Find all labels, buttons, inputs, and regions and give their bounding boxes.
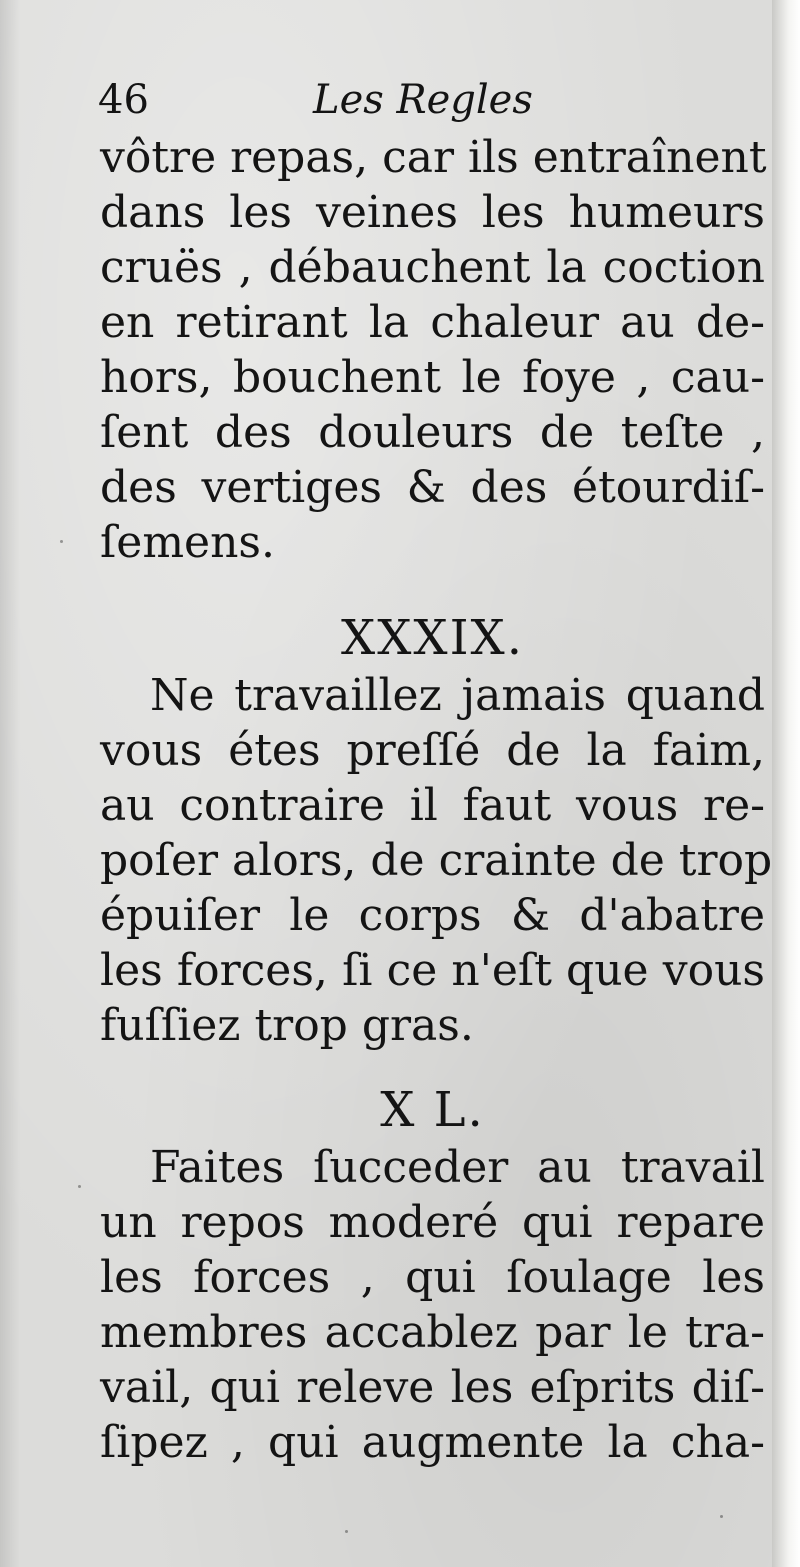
text-line: Faites ſucceder au travail bbox=[150, 1142, 765, 1193]
text-line: les forces , qui ſoulage les bbox=[100, 1252, 765, 1303]
text-line: un repos moderé qui repare bbox=[100, 1197, 765, 1248]
page-edge bbox=[772, 0, 800, 1567]
text-line: les forces, ſi ce n'eſt que vous bbox=[100, 945, 765, 996]
text-line: épuiſer le corps & d'abatre bbox=[100, 890, 765, 941]
page-number: 46 bbox=[98, 77, 149, 123]
text-line: dans les veines les humeurs bbox=[100, 187, 765, 238]
section-heading-xxxix: XXXIX. bbox=[341, 610, 524, 666]
text-line: ſemens. bbox=[100, 517, 275, 568]
speck bbox=[78, 1185, 81, 1188]
section-heading-xl: X L. bbox=[380, 1082, 485, 1138]
text-line: en retirant la chaleur au de- bbox=[100, 297, 765, 348]
running-title: Les Regles bbox=[313, 77, 533, 123]
paragraph-xxxix bbox=[100, 668, 773, 1053]
text-line: vous étes preſſé de la faim, bbox=[100, 725, 765, 776]
speck bbox=[720, 1515, 723, 1518]
text-line: vail, qui releve les eſprits diſ- bbox=[100, 1362, 765, 1413]
text-line: vôtre repas, car ils entraînent bbox=[100, 132, 767, 183]
text-line: Ne travaillez jamais quand bbox=[150, 670, 765, 721]
speck bbox=[345, 1530, 348, 1533]
paragraph-continuation bbox=[100, 130, 765, 570]
page-header bbox=[98, 70, 658, 130]
gutter-shadow bbox=[0, 0, 20, 1567]
text-line: cruës , débauchent la coction bbox=[100, 242, 765, 293]
text-line: au contraire il faut vous re- bbox=[100, 780, 765, 831]
text-line: hors, bouchent le foye , cau- bbox=[100, 352, 765, 403]
text-line: membres accablez par le tra- bbox=[100, 1307, 765, 1358]
text-line: fuſſiez trop gras. bbox=[100, 1000, 474, 1051]
text-line: des vertiges & des étourdiſ- bbox=[100, 462, 765, 513]
text-line: ſipez , qui augmente la cha- bbox=[100, 1417, 765, 1468]
text-line: poſer alors, de crainte de trop bbox=[100, 835, 773, 886]
paragraph-xl bbox=[100, 1140, 765, 1470]
speck bbox=[60, 540, 63, 543]
text-line: ſent des douleurs de teſte , bbox=[100, 407, 765, 458]
